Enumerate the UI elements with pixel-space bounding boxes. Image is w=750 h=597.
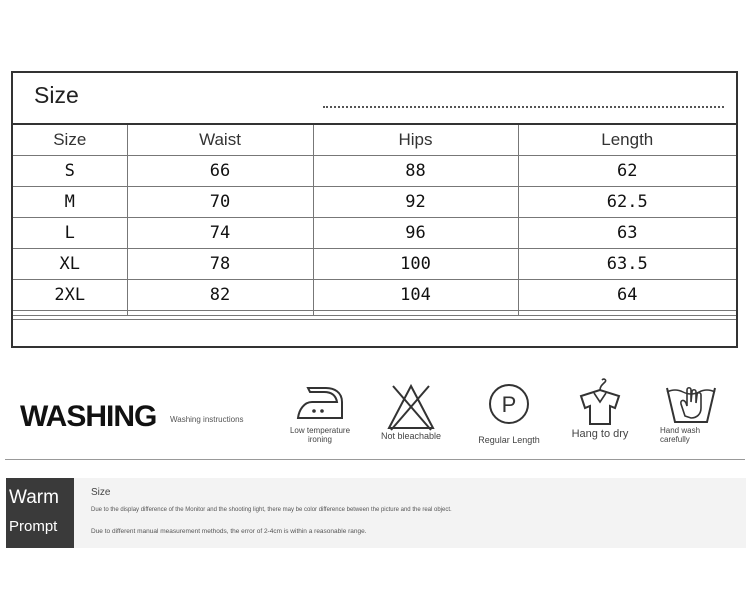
wash-label: Not bleachable: [380, 431, 442, 441]
size-table: [11, 71, 738, 348]
cell-hips: 100: [313, 249, 518, 280]
table-row: [13, 249, 736, 280]
cell-hips: 92: [313, 187, 518, 218]
cell-size: S: [13, 156, 127, 187]
cell-length: 62: [518, 156, 736, 187]
col-header-length: Length: [518, 125, 736, 156]
warm-prompt-note2: Due to different manual measurement methods, the error of 2-4cm is within a reasonable range.: [91, 528, 367, 535]
cell-waist: 78: [127, 249, 313, 280]
col-header-waist: Waist: [127, 125, 313, 156]
wash-label: Regular Length: [478, 435, 540, 445]
cell-length: 64: [518, 280, 736, 311]
svg-text:P: P: [501, 392, 517, 417]
warm-prompt-label: [6, 478, 74, 548]
table-row: [13, 187, 736, 218]
cell-hips: 104: [313, 280, 518, 311]
cell-waist: 82: [127, 280, 313, 311]
cell-length: 63: [518, 218, 736, 249]
warm-prompt-line2: Prompt: [9, 518, 58, 535]
table-bottom-rule: [13, 319, 736, 320]
wash-item-hand-wash: [655, 378, 725, 444]
wash-label: Low temperature ironing: [289, 426, 351, 444]
cell-size: 2XL: [13, 280, 127, 311]
size-table-title: Size: [34, 82, 79, 108]
col-header-hips: Hips: [313, 125, 518, 156]
dotted-rule: [323, 106, 724, 108]
wash-item-no-bleach: [378, 382, 444, 441]
iron-icon: [290, 382, 350, 426]
wash-item-iron: [285, 382, 355, 444]
cell-waist: 70: [127, 187, 313, 218]
header-row: [13, 125, 736, 156]
cell-hips: 88: [313, 156, 518, 187]
cell-hips: 96: [313, 218, 518, 249]
wash-item-regular: [474, 382, 544, 445]
table-row: [13, 280, 736, 311]
cell-length: 62.5: [518, 187, 736, 218]
wash-label: Hang to dry: [571, 428, 629, 440]
table-row: [13, 218, 736, 249]
no-bleach-icon: [385, 382, 437, 432]
p-circle-icon: [484, 382, 534, 428]
size-grid: [13, 125, 736, 316]
wash-item-hang-dry: [565, 378, 635, 439]
cell-waist: 66: [127, 156, 313, 187]
empty-row: [13, 311, 736, 316]
col-header-size: Size: [13, 125, 127, 156]
cell-size: L: [13, 218, 127, 249]
washing-title: WASHING: [20, 400, 157, 433]
hand-wash-icon: [663, 378, 719, 426]
cell-size: XL: [13, 249, 127, 280]
section-divider: [5, 459, 745, 460]
cell-length: 63.5: [518, 249, 736, 280]
hang-dry-icon: [573, 378, 627, 430]
warm-prompt-line1: Warm: [9, 487, 59, 508]
wash-label: Hand wash carefully: [660, 426, 701, 444]
cell-waist: 74: [127, 218, 313, 249]
table-row: [13, 156, 736, 187]
cell-size: M: [13, 187, 127, 218]
warm-prompt: [6, 478, 746, 548]
washing-subtitle: Washing instructions: [170, 415, 244, 424]
size-table-header: [13, 73, 736, 125]
warm-prompt-title: Size: [91, 487, 111, 498]
warm-prompt-note1: Due to the display difference of the Monitor and the shooting light, there may be color difference between the picture and the real object.: [91, 507, 452, 513]
